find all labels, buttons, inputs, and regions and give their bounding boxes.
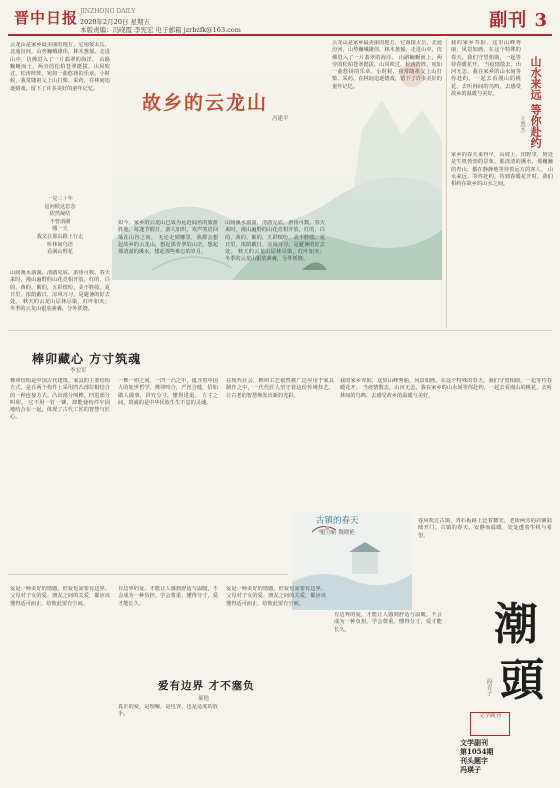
poem-line: 不曾消融 [49, 218, 71, 225]
article-title: 山水来远 等你赴约 [529, 56, 542, 148]
editor-info: 本版责编：冯晓霞 李宪宏 电子邮箱 jzrbzfk@163.com [80, 26, 241, 34]
article-title: 故乡的云龙山 [142, 92, 269, 114]
article-text-column: 有边界的爱，才能让人感到舒适与温暖，不会成为一种负担。学会尊重，懂得分寸，爱才能长久。 [118, 586, 218, 607]
article-text-column: 春风吹过古镇，青石板路上泛着微光，老街两旁的店铺陆续开门。古镇的春天，安静而温暖，处处透着生机与希望。 [418, 518, 552, 539]
article-author: 董立富 魏晓艳 [320, 530, 355, 536]
issue-info [460, 738, 493, 774]
newspaper-logo: 晋中日报 [14, 9, 79, 27]
poem-line: 听林间鸟语 [47, 241, 73, 248]
article-title: 爱有边界 才不塞负 [158, 680, 255, 692]
article-text-column: 家乡的春天来得早，山坡上、田野里，到处是生机勃勃的景象。那清清的溪水，那巍巍的青山，都在静静地等待着远方的客人。 山水来远，等你赴约。待到春暖花开时，我们相约在故乡的山水之间。 [451, 152, 553, 188]
issue-line: 第1054期 [460, 747, 494, 756]
calligrapher-signature: 海青子 [485, 678, 492, 696]
article-title: 古镇的春天 [316, 516, 359, 526]
section-divider [8, 330, 552, 331]
column-divider [446, 38, 447, 328]
poem-line: 我又在那山路上行走 [36, 233, 84, 240]
masthead-char: 頭 [500, 655, 544, 706]
article-text-column: 在现代社会，榫卯工艺依然被广泛应用于家具制作之中，一代代匠人坚守着这份传统技艺，让古老的智慧焕发出新的光彩。 [226, 378, 334, 399]
poem-line: 哪一天 [52, 226, 68, 233]
poem-line: 这问候这思念 [44, 203, 76, 210]
poem [18, 196, 102, 257]
article-author: 李宏军 [70, 368, 87, 374]
masthead [8, 4, 552, 36]
article-text-column: 爱是一种美好的情感，但爱也需要有边界。父母对子女的爱、朋友之间的关爱，都应该懂得适可而止，给彼此留有空间。 [10, 586, 110, 607]
article-text-column: 我的家乡寿阳，这里山峰秀丽，风景如画。在这个特殊的春天，我们守望相助，一起等待春暖花开。 当疫情散去，山河无恙，我在家乡的山水间等你赴约，一起去看漫山的桃花，去听林间的鸟鸣，去感受故乡的温暖与美好。 [451, 40, 521, 98]
article-text-column: 云龙山是家乡最美丽的地方，它南接太岳，北通汾河，山势巍峨雄伟，林木葱郁。走进山中，仿佛进入了一片翡翠的海洋。 山路蜿蜒而上，两旁的松柏苍翠挺拔，山风吹过，松涛阵阵，宛如一曲悠扬的乐章。小时候，我常随祖父上山打柴、采药，在林间追逐嬉戏，留下了许多美好的童年记忆。 [10, 42, 110, 92]
section-label: 副刊 3 [489, 10, 548, 31]
article-text-column: 云龙山是家乡最美丽的地方，它南接太岳，北通汾河，山势巍峨雄伟，林木葱郁。走进山中，仿佛进入了一片翡翠的海洋。 山路蜿蜒而上，两旁的松柏苍翠挺拔，山风吹过，松涛阵阵，宛如一曲悠扬的乐章。小时候，我常随祖父上山打柴、采药，在林间追逐嬉戏，留下了许多美好的童年记忆。 [332, 40, 442, 90]
issue-line: 冯瑛子 [460, 765, 481, 774]
seal-stamp [470, 712, 510, 736]
issue-line: 文学副刊 [460, 738, 488, 747]
stamp-text: 文学副刊 [478, 713, 501, 719]
article-text-column: 一榫一卯之间，一凹一凸之中，蕴含着中国人的处世哲学。榫卯咬合，严丝合缝，恰如做人做事，讲究分寸，懂得进退。 方寸之间，筑就的是中华民族生生不息的灵魂。 [118, 378, 218, 406]
article-text-column: 山间溪水潺潺，清澈见底，游鱼可数。春天来时，漫山遍野的山花竞相开放，红的、白的、黄的、紫的，五彩缤纷，美不胜收。夏日里，浓荫蔽日，凉风习习，是避暑的好去处。 秋天的云龙山层林尽染，红叶如火；冬季的云龙山银装素裹，分外妖娆。 [225, 220, 325, 263]
masthead-char: 潮 [494, 599, 538, 650]
article-author: 冯建平 [272, 116, 289, 122]
section-divider [8, 574, 288, 575]
issue-date: 2020年2月20日 星期五 [80, 18, 151, 26]
article-text-column: 有边界的爱，才能让人感到舒适与温暖，不会成为一种负担。学会尊重，懂得分寸，爱才能长久。 [334, 612, 442, 633]
newspaper-logo-en: JINZHONG DAILY [80, 8, 136, 15]
article-text-column: 我的家乡寿阳，这里山峰秀丽，风景如画。在这个特殊的春天，我们守望相助，一起等待春暖花开。 当疫情散去，山河无恙，我在家乡的山水间等你赴约，一起去看漫山的桃花，去听林间的鸟鸣，去感受故乡的温暖与美好。 [340, 378, 552, 399]
poem-line: 看满山野花 [47, 249, 73, 256]
article-author: 郝艳 [198, 696, 210, 702]
article-text-column: 如今，家乡的云龙山已成为远近闻名的旅游胜地。每逢节假日，游人如织，欢声笑语回荡在山谷之间。 无论走到哪里，我都会想起故乡的云龙山，想起那青翠的山峦，想起那清澈的溪水，想起那些难忘的岁月。 [118, 220, 218, 256]
article-text-column: 真正的爱，是理解，是包容，也是适度的放手。 [118, 704, 218, 718]
article-text-column: 爱是一种美好的情感，但爱也需要有边界。父母对子女的爱、朋友之间的关爱，都应该懂得适可而止，给彼此留有空间。 [226, 586, 326, 607]
poem-line: 依然凝结 [49, 211, 71, 218]
article-text-column: 山间溪水潺潺，清澈见底，游鱼可数。春天来时，漫山遍野的山花竞相开放，红的、白的、黄的、紫的，五彩缤纷，美不胜收。夏日里，浓荫蔽日，凉风习习，是避暑的好去处。 秋天的云龙山层林尽染，红叶如火；冬季的云龙山银装素裹，分外妖娆。 [10, 270, 110, 313]
poem-line: 一晃三十年 [47, 196, 73, 202]
article-text-column: 榫卯结构是中国古代建筑、家具的主要结构方式，是在两个构件上采用凹凸部位相结合的一种连接方式。凸出部分叫榫，凹进部分叫卯。 它不用一钉一铆，却能使构件牢固地结合在一起，体现了古代工匠的智慧与匠心。 [10, 378, 110, 421]
article-title: 棒卯藏心 方寸筑魂 [32, 352, 142, 366]
issue-line: 刊头题字 [460, 756, 488, 765]
article-author: 王黑杰 [519, 116, 525, 133]
